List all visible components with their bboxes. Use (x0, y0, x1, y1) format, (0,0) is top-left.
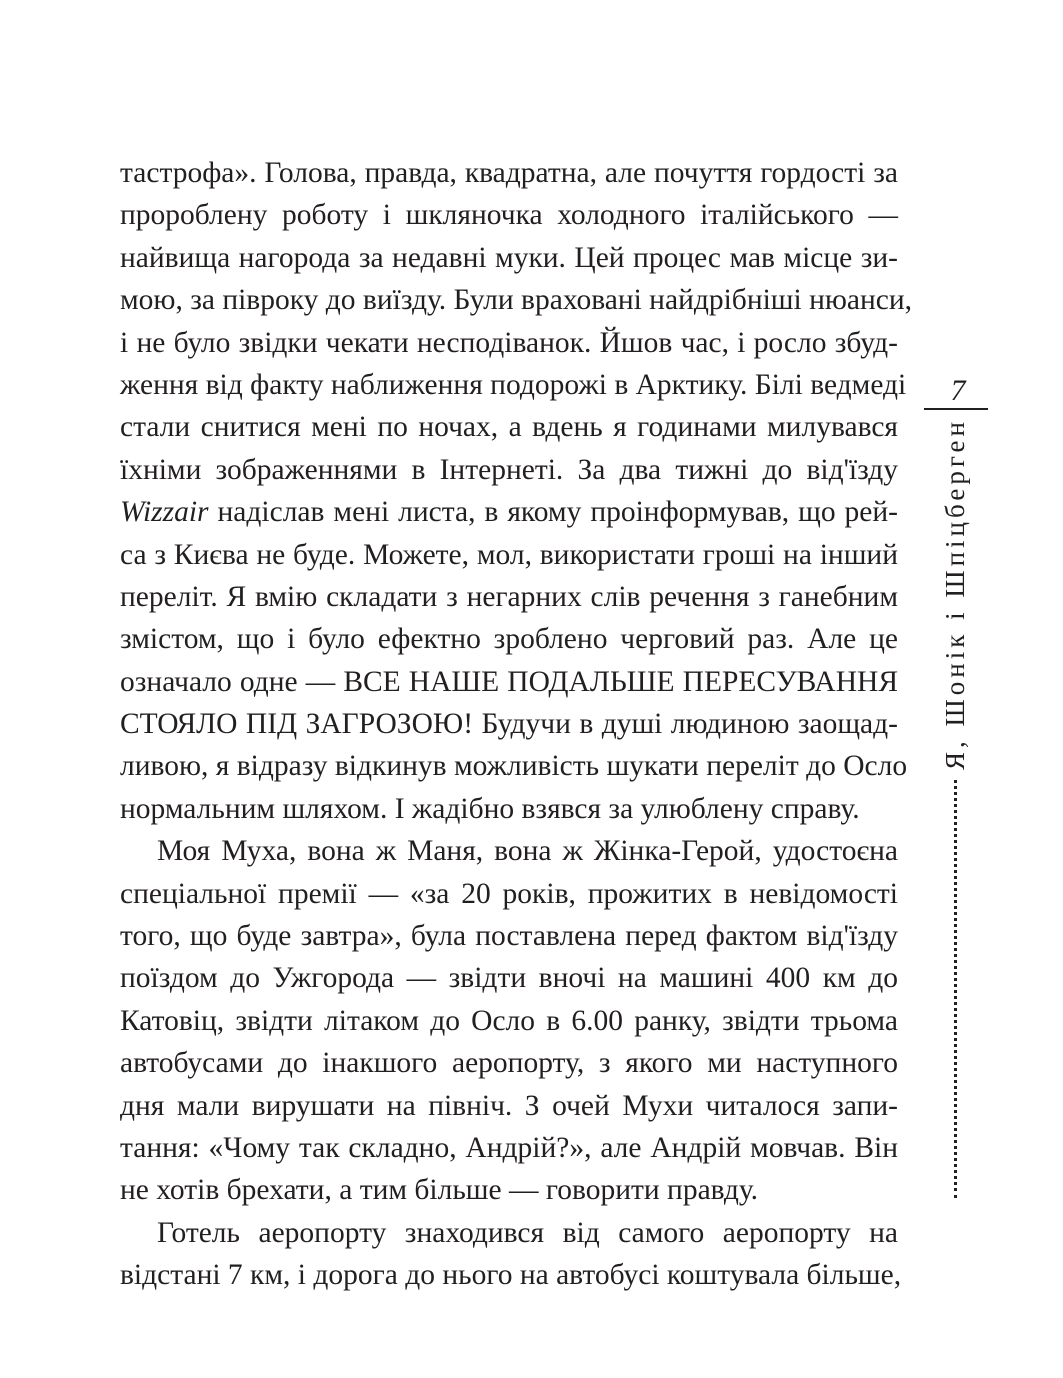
running-head (932, 418, 978, 1198)
text-line-indented: Готель аеропорту знаходився від самого аеропорту на (157, 1216, 898, 1249)
text-line: автобусами до інакшого аеропорту, з якого ми наступного (120, 1047, 898, 1080)
text-line: поїздом до Ужгорода — звідти вночі на машині 400 км до (120, 962, 898, 995)
text-line: відстані 7 км, і дорога до нього на автобусі коштувала більше, (120, 1259, 902, 1292)
text-line: дня мали вирушати на північ. З очей Мухи читалося запи- (120, 1089, 898, 1122)
text-line: спеціальної премії — «за 20 років, прожитих в невідомості (120, 877, 898, 910)
text-line-rest: надіслав мені листа, в якому проінформував, що рей- (217, 496, 898, 529)
text-line: їхніми зображеннями в Інтернеті. За два тижні до від'їзду (120, 453, 898, 486)
text-line: пророблену роботу і шкляночка холодного італійського — (120, 199, 898, 232)
text-line: стали снитися мені по ночах, а вдень я годинами милувався (120, 411, 898, 444)
text-line-indented: Моя Муха, вона ж Маня, вона ж Жінка-Герой, удостоєна (157, 835, 898, 868)
text-line: переліт. Я вмію складати з негарних слів речення з ганебним (120, 580, 898, 613)
text-line-with-italic (120, 491, 898, 533)
text-line: ження від факту наближення подорожі в Арктику. Білі ведмеді (120, 368, 907, 401)
text-line: СТОЯЛО ПІД ЗАГРОЗОЮ! Будучи в душі людиною заощад- (120, 708, 898, 741)
text-line: і не було звідки чекати несподіванок. Йшов час, і росло збуд- (120, 326, 898, 359)
text-line: змістом, що і було ефектно зроблено черговий раз. Але це (120, 623, 898, 656)
text-line: того, що буде завтра», була поставлена перед фактом від'їзду (120, 920, 898, 953)
text-line: ливою, я відразу відкинув можливість шукати переліт до Осло (120, 750, 908, 783)
text-line: означало одне — ВСЕ НАШЕ ПОДАЛЬШЕ ПЕРЕСУВАННЯ (120, 665, 898, 698)
page-number-rule (924, 408, 988, 410)
body-text (120, 152, 913, 1297)
text-line: тастрофа». Голова, правда, квадратна, але почуття гордості за (120, 157, 898, 189)
text-line: тання: «Чому так складно, Андрій?», але Андрій мовчав. Він (120, 1131, 898, 1164)
text-line: Катовіц, звідти літаком до Осло в 6.00 ранку, звідти трьома (120, 1004, 898, 1037)
text-line: найвища нагорода за недавні муки. Цей процес мав місце зи- (120, 241, 898, 274)
running-head-title: Я, Шонік і Шпіцберген (939, 418, 970, 770)
text-line: мою, за півроку до виїзду. Були враховані найдрібніші нюанси, (120, 284, 913, 317)
dotted-leader (954, 780, 957, 1198)
text-line: нормальним шляхом. І жадібно взявся за улюблену справу. (120, 792, 860, 825)
page-number: 7 (950, 374, 966, 407)
text-line: са з Києва не буде. Можете, мол, використати гроші на інший (120, 538, 898, 571)
italic-brand-name: Wizzair (120, 496, 209, 529)
text-line: не хотів брехати, а тим більше — говорити правду. (120, 1174, 759, 1207)
